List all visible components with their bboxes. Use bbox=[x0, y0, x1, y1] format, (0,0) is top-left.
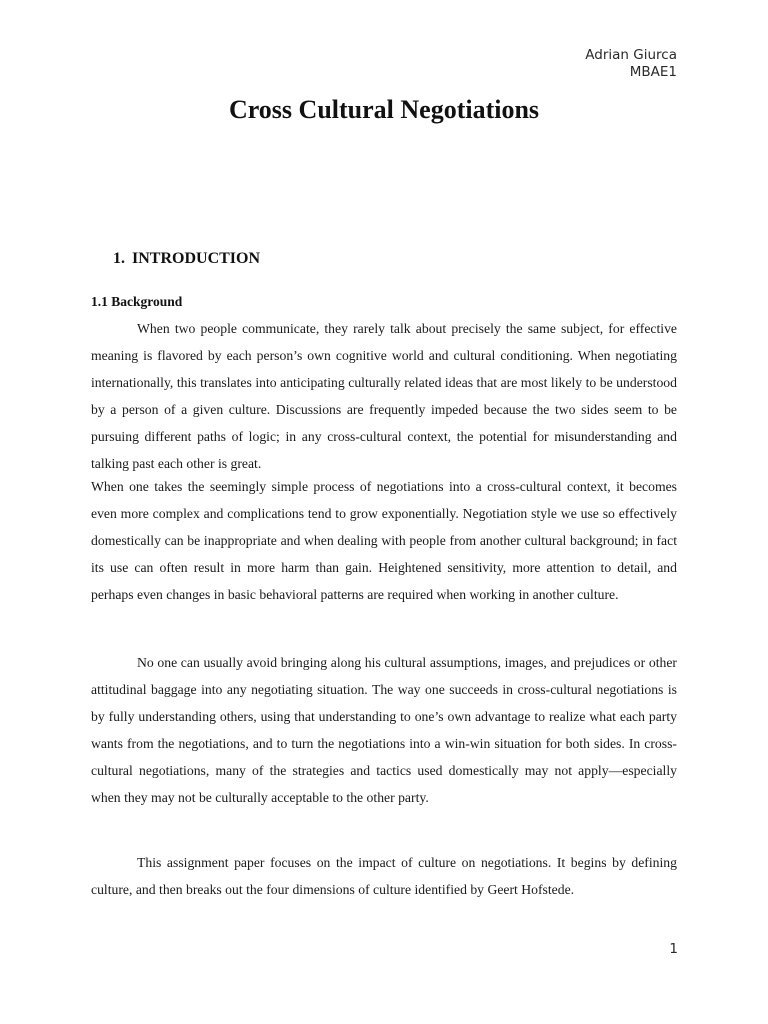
paragraph-1: When two people communicate, they rarely talk about precisely the same subject, for effective meaning is flavored by each person’s own cognitive world and cultural conditioning. When negotiating internationally, this translates into anticipating culturally related ideas that are most likely to be understood by a person of a given culture. Discussions are frequently impeded because the two sides seem to be pursuing different paths of logic; in any cross-cultural context, the potential for misunderstanding and talking past each other is great. bbox=[91, 321, 677, 471]
section-title: INTRODUCTION bbox=[132, 250, 261, 267]
paragraph-3: No one can usually avoid bringing along his cultural assumptions, images, and prejudices or other attitudinal baggage into any negotiating situation. The way one succeeds in cross-cultural negotiations is by fully understanding others, using that understanding to one’s own advantage to realize what each party wants from the negotiations, and to turn the negotiations into a win-win situation for both sides. In cross-cultural negotiations, many of the strategies and tactics used domestically may not apply—especially when they may not be culturally acceptable to the other party. bbox=[91, 655, 677, 805]
document-title: Cross Cultural Negotiations bbox=[228, 95, 540, 124]
section-number: 1. bbox=[113, 250, 125, 267]
program-label: MBAE1 bbox=[629, 64, 677, 80]
document-header bbox=[585, 47, 677, 81]
page-number: 1 bbox=[669, 941, 678, 957]
subsection-heading: 1.1 Background bbox=[91, 294, 183, 309]
section-heading bbox=[113, 249, 260, 269]
paragraph-4: This assignment paper focuses on the impact of culture on negotiations. It begins by defining culture, and then breaks out the four dimensions of culture identified by Geert Hofstede. bbox=[91, 855, 677, 897]
author-name: Adrian Giurca bbox=[585, 47, 677, 63]
paragraph-2: When one takes the seemingly simple process of negotiations into a cross-cultural context, it becomes even more complex and complications tend to grow exponentially. Negotiation style we use so effectively domestically can be inappropriate and when dealing with people from another cultural background; in fact its use can often result in more harm than gain. Heightened sensitivity, more attention to detail, and perhaps even changes in basic behavioral patterns are required when working in another culture. bbox=[91, 479, 677, 602]
